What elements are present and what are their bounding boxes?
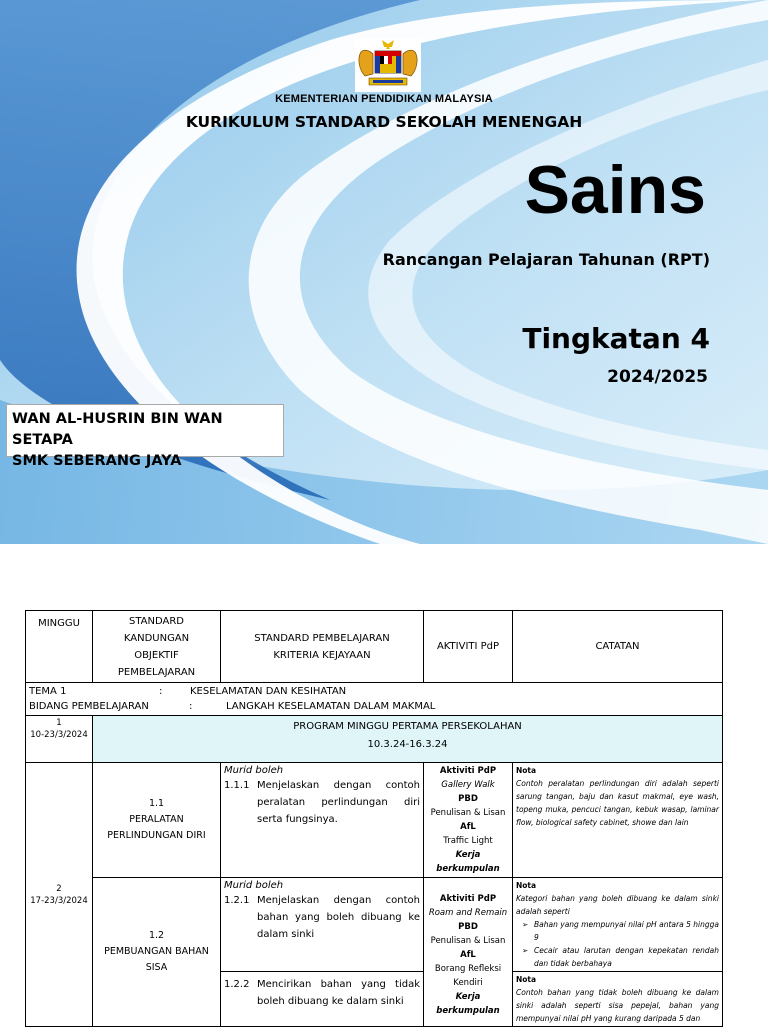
sp-1-1: Murid boleh 1.1.1 Menjelaskan dengan contoh peralatan perlindungan diri serta fungsinya. [221, 763, 424, 878]
tema-line: TEMA 1 : KESELAMATAN DAN KESIHATAN [29, 686, 347, 697]
week-2-cell: 2 17-23/3/2024 [26, 763, 93, 1027]
author-box [6, 404, 284, 469]
header-catatan: CATATAN [513, 611, 723, 683]
list-item: ➢ Cecair atau larutan dengan kepekatan rendah dan tidak berbahaya [526, 944, 719, 970]
table-header-row [26, 611, 723, 683]
header-standard-kandungan: STANDARD KANDUNGAN OBJEKTIF PEMBELAJARAN [93, 611, 221, 683]
catatan-bullets [516, 918, 719, 970]
author-name: WAN AL-HUSRIN BIN WAN SETAPA [12, 411, 223, 448]
sk-1-1: 1.1 PERALATAN PERLINDUNGAN DIRI [93, 763, 221, 878]
form-level: Tingkatan 4 [522, 322, 710, 355]
sk-1-2: 1.2 PEMBUANGAN BAHAN SISA [93, 878, 221, 1027]
sp-1-2-2: 1.2.2 Mencirikan bahan yang tidak boleh dibuang ke dalam sinki [221, 972, 424, 1027]
header-minggu: MINGGU [26, 611, 93, 683]
coat-of-arms-icon [355, 38, 421, 92]
catatan-1-1: Nota Contoh peralatan perlindungan diri adalah seperti sarung tangan, baju dan kasut makmal, eye wash, topeng muka, pencuci tangan, kebuk wasap, laminar flow, biological safety cabinet, showe dan lain [513, 763, 723, 878]
table-row [26, 878, 723, 972]
rpt-table [25, 610, 723, 1027]
week-1-cell: 1 10-23/3/2024 [26, 716, 93, 763]
plan-title: Rancangan Pelajaran Tahunan (RPT) [382, 250, 710, 269]
sp-1-2-1: Murid boleh 1.2.1 Menjelaskan dengan contoh bahan yang boleh dibuang ke dalam sinki [221, 878, 424, 972]
aktiviti-1-2: Aktiviti PdP Roam and Remain PBD Penulisan & Lisan AfL Borang Refleksi Kendiri Kerja berkumpulan [424, 878, 513, 1027]
catatan-1-2-1: Nota Kategori bahan yang boleh dibuang ke dalam sinki adalah seperti ➢ Bahan yang mempunyai nilai pH antara 5 hingga 9 ➢ Cecair atau larutan dengan kepekatan rendah dan tidak berbahaya [513, 878, 723, 972]
table-row [26, 763, 723, 878]
session-year: 2024/2025 [607, 367, 708, 387]
program-cell: PROGRAM MINGGU PERTAMA PERSEKOLAHAN 10.3.24-16.3.24 [93, 716, 723, 763]
catatan-1-2-2: Nota Contoh bahan yang tidak boleh dibuang ke dalam sinki adalah seperti sisa pepejal, bahan yang mempunyai nilai pH yang kurang daripada 5 dan [513, 972, 723, 1027]
bidang-line: BIDANG PEMBELAJARAN : LANGKAH KESELAMATAN DALAM MAKMAL [29, 701, 436, 712]
tema-row [26, 683, 723, 716]
aktiviti-1-1: Aktiviti PdP Gallery Walk PBD Penulisan & Lisan AfL Traffic Light Kerja berkumpulan [424, 763, 513, 878]
ministry-name: KEMENTERIAN PENDIDIKAN MALAYSIA [275, 93, 493, 105]
header-aktiviti: AKTIVITI PdP [424, 611, 513, 683]
school-name: SMK SEBERANG JAYA [12, 453, 182, 469]
curriculum-title: KURIKULUM STANDARD SEKOLAH MENENGAH [185, 113, 583, 131]
list-item: ➢ Bahan yang mempunyai nilai pH antara 5 hingga 9 [526, 918, 719, 944]
week-1-row [26, 716, 723, 763]
subject-title: Sains [524, 152, 706, 228]
header-standard-pembelajaran: STANDARD PEMBELAJARAN KRITERIA KEJAYAAN [221, 611, 424, 683]
